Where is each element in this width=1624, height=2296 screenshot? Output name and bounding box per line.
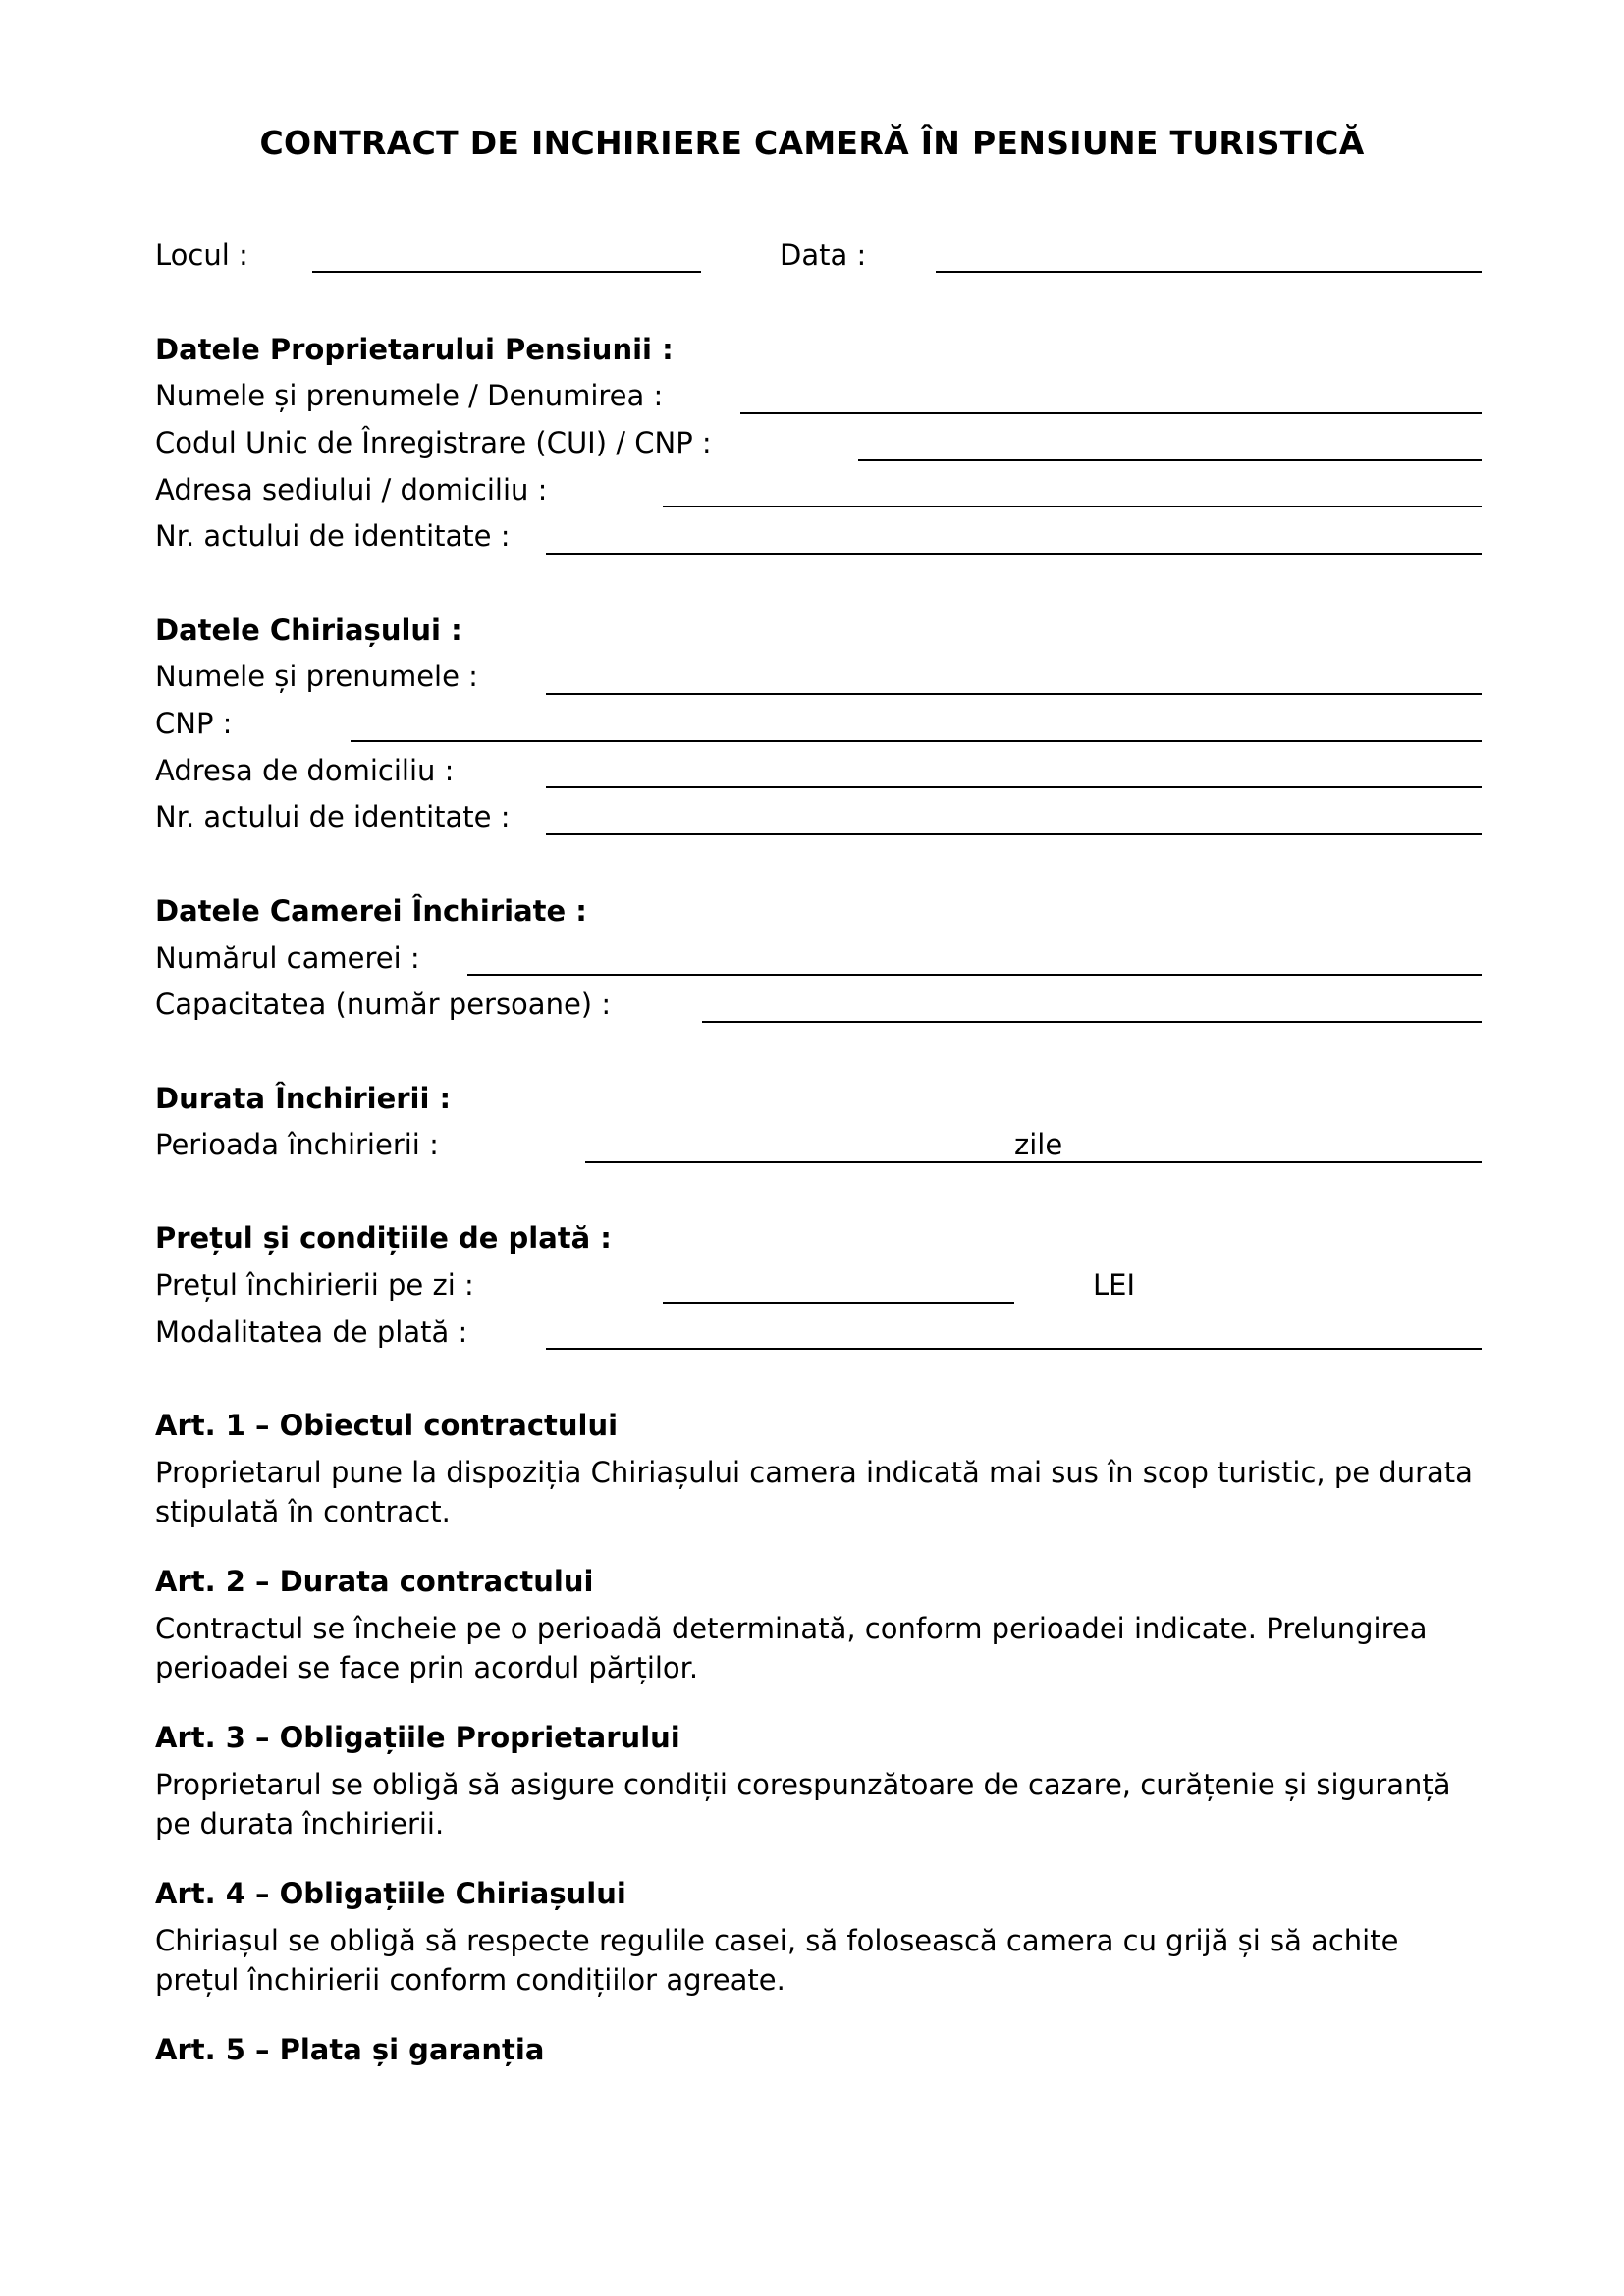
article-2-heading: Art. 2 – Durata contractului [155, 1565, 594, 1598]
date-label: Data : [780, 239, 867, 272]
duration-period-field[interactable] [585, 1161, 1482, 1163]
price-currency: LEI [1093, 1268, 1136, 1302]
article-5-heading: Art. 5 – Plata și garanția [155, 2033, 545, 2066]
price-payment-field[interactable] [546, 1348, 1482, 1350]
article-4-text: Chiriașul se obligă să respecte regulile casei, să folosească camera cu grijă și să achite prețul închirierii conform condițiilor agreate. [155, 1924, 1399, 1997]
room-heading: Datele Camerei Închiriate : [155, 894, 587, 928]
place-label: Locul : [155, 239, 248, 272]
tenant-heading: Datele Chiriașului : [155, 614, 462, 647]
room-capacity-label: Capacitatea (număr persoane) : [155, 988, 612, 1021]
owner-cui-field[interactable] [858, 459, 1482, 461]
tenant-id-label: Nr. actului de identitate : [155, 800, 511, 833]
date-field[interactable] [936, 271, 1482, 273]
article-4-heading: Art. 4 – Obligațiile Chiriașului [155, 1877, 626, 1910]
article-3-text: Proprietarul se obligă să asigure condiții corespunzătoare de cazare, curățenie și siguranță pe durata închirierii. [155, 1768, 1451, 1841]
tenant-name-label: Numele și prenumele : [155, 660, 478, 693]
owner-name-label: Numele și prenumele / Denumirea : [155, 379, 664, 412]
duration-heading: Durata Închirierii : [155, 1082, 452, 1115]
tenant-name-field[interactable] [546, 693, 1482, 695]
duration-unit: zile [1014, 1128, 1063, 1161]
room-capacity-field[interactable] [702, 1021, 1482, 1023]
owner-id-field[interactable] [546, 553, 1482, 555]
article-2-text: Contractul se încheie pe o perioadă determinată, conform perioadei indicate. Prelungirea perioadei se face prin acordul părților. [155, 1612, 1428, 1684]
price-daily-label: Prețul închirierii pe zi : [155, 1268, 474, 1302]
article-3-heading: Art. 3 – Obligațiile Proprietarului [155, 1721, 680, 1754]
room-number-field[interactable] [467, 974, 1482, 976]
duration-period-label: Perioada închirierii : [155, 1128, 439, 1161]
room-number-label: Numărul camerei : [155, 941, 420, 975]
owner-heading: Datele Proprietarului Pensiunii : [155, 333, 674, 366]
price-heading: Prețul și condițiile de plată : [155, 1221, 612, 1255]
owner-cui-label: Codul Unic de Înregistrare (CUI) / CNP : [155, 426, 712, 459]
document-title: CONTRACT DE INCHIRIERE CAMERĂ ÎN PENSIUNE TURISTICĂ [259, 124, 1365, 162]
owner-address-field[interactable] [663, 506, 1482, 507]
tenant-cnp-field[interactable] [351, 740, 1482, 742]
tenant-cnp-label: CNP : [155, 707, 233, 740]
article-1-text: Proprietarul pune la dispoziția Chiriașului camera indicată mai sus în scop turistic, pe durata stipulată în contract. [155, 1456, 1473, 1528]
owner-name-field[interactable] [740, 412, 1482, 414]
price-payment-label: Modalitatea de plată : [155, 1315, 468, 1349]
tenant-address-label: Adresa de domiciliu : [155, 754, 455, 787]
article-1-heading: Art. 1 – Obiectul contractului [155, 1409, 619, 1442]
price-daily-field[interactable] [663, 1302, 1014, 1304]
tenant-address-field[interactable] [546, 786, 1482, 788]
owner-id-label: Nr. actului de identitate : [155, 519, 511, 553]
owner-address-label: Adresa sediului / domiciliu : [155, 473, 548, 507]
place-field[interactable] [312, 271, 701, 273]
tenant-id-field[interactable] [546, 833, 1482, 835]
